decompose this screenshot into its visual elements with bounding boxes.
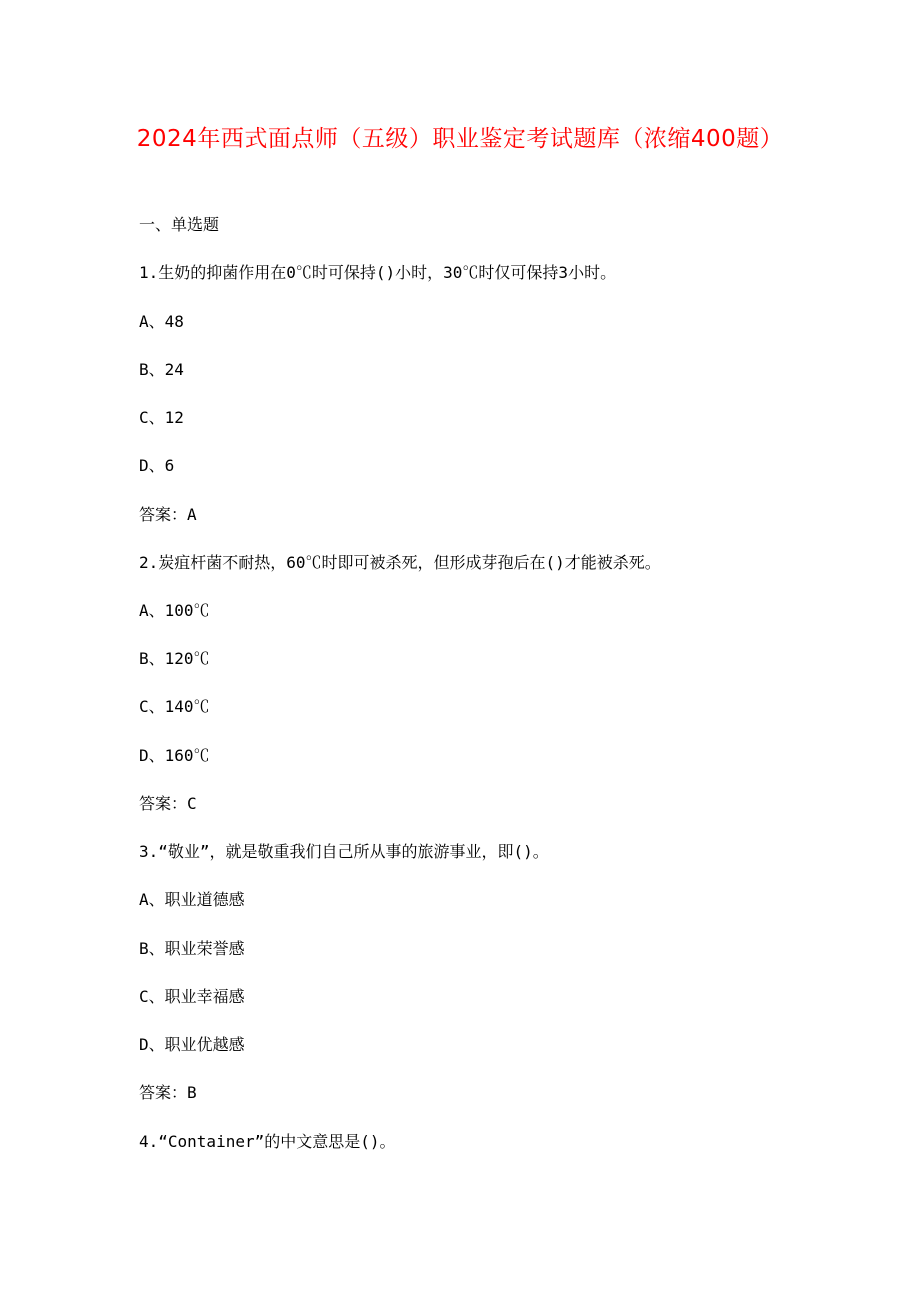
option-a: A、职业道德感	[139, 890, 245, 909]
section-heading: 一、单选题	[139, 215, 220, 234]
option-b: B、24	[139, 360, 184, 379]
option-b: B、120℃	[139, 649, 210, 668]
option-c: C、职业幸福感	[139, 987, 245, 1006]
question-stem: 1.生奶的抑菌作用在0℃时可保持()小时，30℃时仅可保持3小时。	[139, 263, 617, 282]
answer: 答案：A	[139, 505, 197, 524]
option-d: D、6	[139, 456, 175, 475]
option-d: D、职业优越感	[139, 1035, 245, 1054]
option-a: A、48	[139, 312, 184, 331]
option-d: D、160℃	[139, 746, 210, 765]
question-stem: 3.“敬业”，就是敬重我们自己所从事的旅游事业，即()。	[139, 842, 549, 861]
option-c: C、12	[139, 408, 184, 427]
question-stem: 4.“Container”的中文意思是()。	[139, 1132, 396, 1151]
document-title: 2024年西式面点师（五级）职业鉴定考试题库（浓缩400题）	[136, 126, 784, 152]
answer: 答案：C	[139, 794, 197, 813]
option-a: A、100℃	[139, 601, 210, 620]
question-stem: 2.炭疽杆菌不耐热，60℃时即可被杀死，但形成芽孢后在()才能被杀死。	[139, 553, 661, 572]
option-c: C、140℃	[139, 697, 210, 716]
answer: 答案：B	[139, 1083, 197, 1102]
option-b: B、职业荣誉感	[139, 939, 245, 958]
